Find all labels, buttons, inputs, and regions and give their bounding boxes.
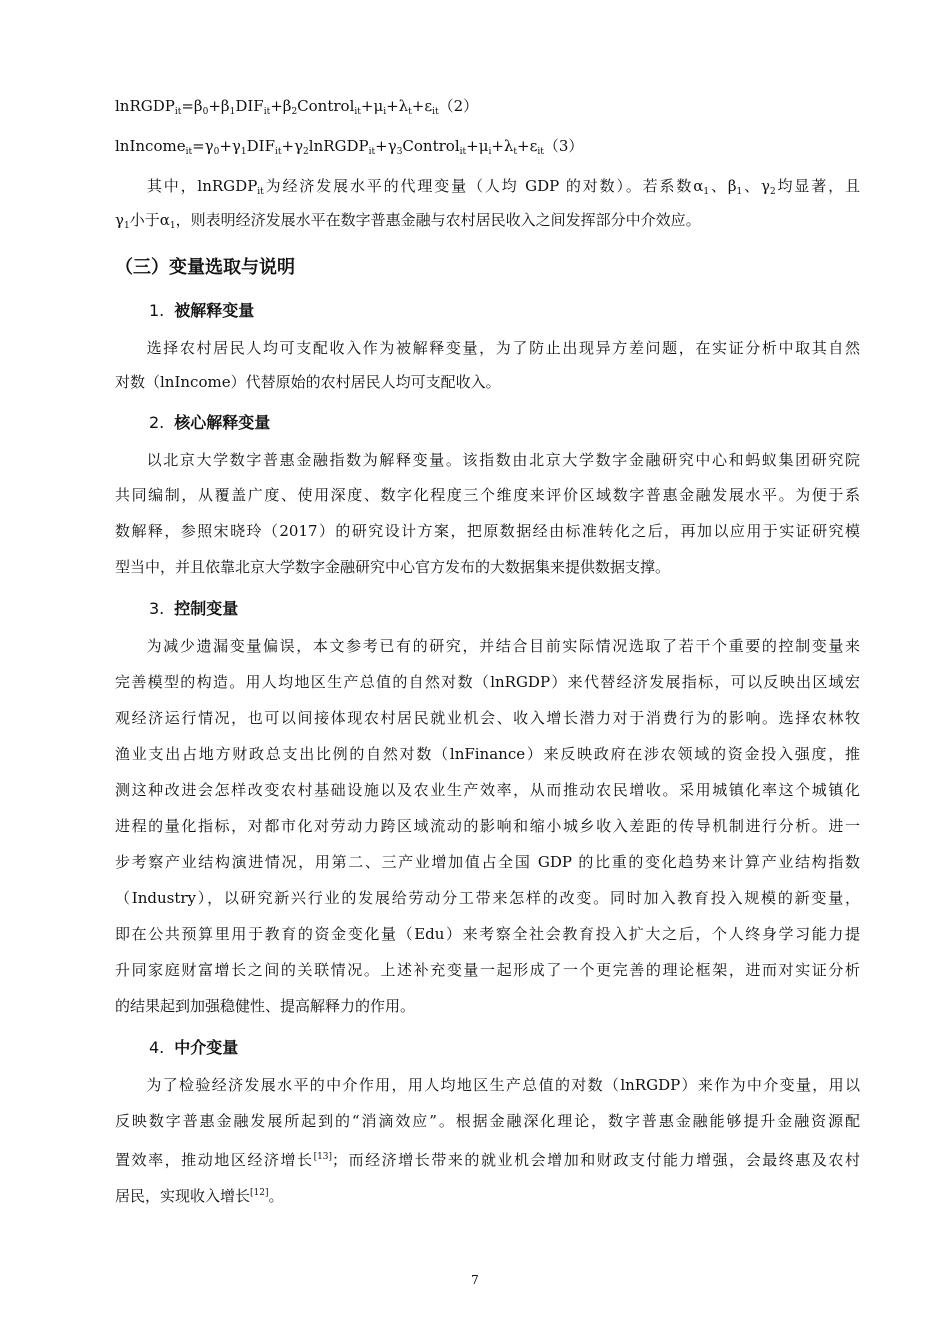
text-run: γ (115, 211, 124, 229)
eq2-sub: it (432, 107, 439, 117)
eq2-sub: 1 (229, 107, 236, 117)
text-run: 反映数字普惠金融发展所起到的“消滴效应”。根据金融深化理论，数字普惠金融能够提升金融资源配 (115, 1112, 860, 1130)
subscript: 1 (169, 221, 176, 231)
subscript: 1 (123, 221, 130, 231)
paragraph-line (115, 960, 860, 980)
eq2-term: +β (208, 97, 230, 115)
eq2-term: DIF (235, 97, 264, 115)
text-run: 对数（lnIncome）代替原始的农村居民人均可支配收入。 (115, 373, 501, 391)
paragraph-line (115, 672, 860, 692)
subsection-number: 3. (149, 599, 165, 618)
eq3-term: +γ (375, 137, 397, 155)
paragraph-line (115, 1183, 860, 1206)
eq3-term: +μ (466, 137, 489, 155)
paragraph-line (115, 924, 860, 944)
text-run: 步考察产业结构演进情况，用第二、三产业增加值占全国 GDP 的比重的变化趋势来计算产业结构指数 (115, 853, 860, 871)
text-run: 、γ (742, 177, 770, 195)
eq2-sub: it (354, 107, 361, 117)
eq2-term: +β (270, 97, 292, 115)
paragraph-line (115, 338, 860, 358)
eq3-lhs-sub: it (185, 147, 193, 157)
subsection-heading-2 (149, 410, 270, 433)
eq3-sub: it (368, 147, 376, 157)
eq3-term: =γ (192, 137, 214, 155)
eq3-sub: 3 (396, 147, 403, 157)
subsection-title: 中介变量 (174, 1038, 239, 1057)
eq3-term: lnRGDP (308, 137, 369, 155)
text-run: 均显著，且 (775, 177, 860, 195)
explain-line-1 (115, 176, 860, 202)
text-run: 测这种改进会怎样改变农村基础设施以及农业生产效率，从而推动农民增收。采用城镇化率这个城镇化 (115, 781, 860, 799)
text-run: 完善模型的构造。用人均地区生产总值的自然对数（lnRGDP）来代替经济发展指标，可以反映出区域宏 (115, 673, 860, 691)
page-number: 7 (471, 1273, 479, 1287)
subsection-number: 4. (149, 1038, 165, 1057)
text-run: 的结果起到加强稳健性、提高解释力的作用。 (115, 997, 416, 1015)
eq3-tag: （3） (543, 137, 584, 155)
eq3-term: DIF (246, 137, 275, 155)
section-heading: （三）变量选取与说明 (115, 257, 295, 278)
text-run: 以北京大学数字普惠金融指数为解释变量。该指数由北京大学数字金融研究中心和蚂蚁集团研究院 (145, 451, 860, 469)
paragraph-line (115, 372, 860, 392)
paragraph-line (115, 708, 860, 728)
eq3-sub: it (459, 147, 467, 157)
paragraph-line (115, 816, 860, 836)
eq2-term: +ε (411, 97, 433, 115)
eq2-sub: 2 (291, 107, 298, 117)
eq2-term: +μ (360, 97, 384, 115)
eq2-sub: t (408, 107, 412, 117)
subscript: 1 (703, 187, 710, 197)
paragraph-line (115, 636, 860, 656)
eq3-sub: t (513, 147, 518, 157)
subscript: 1 (736, 187, 743, 197)
eq3-term: +ε (517, 137, 538, 155)
text-run: 为经济发展水平的代理变量（人均 GDP 的对数）。若系数α (263, 177, 704, 195)
text-run: 。 (268, 1187, 284, 1205)
subsection-title: 被解释变量 (174, 301, 255, 320)
eq2-lhs: lnRGDP (115, 97, 175, 115)
paragraph-line (115, 557, 860, 577)
text-run: （Industry），以研究新兴行业的发展给劳动分工带来怎样的改变。同时加入教育投入规模的新变量， (115, 889, 860, 907)
eq3-sub: it (537, 147, 544, 157)
subsection-heading-3 (149, 596, 238, 619)
paragraph-line (115, 1075, 860, 1095)
text-run: 居民，实现收入增长 (115, 1187, 251, 1205)
subsection-number: 2. (149, 413, 165, 432)
subsection-number: 1. (149, 301, 165, 320)
text-run: 观经济运行情况，也可以间接体现农村居民就业机会、收入增长潜力对于消费行为的影响。选择农林牧 (115, 709, 860, 727)
eq3-sub: i (488, 147, 492, 157)
paragraph-line (115, 996, 860, 1016)
text-run: 数解释，参照宋晓玲（2017）的研究设计方案，把原数据经由标准转化之后，再加以应用于实证研究模 (115, 522, 860, 540)
citation-ref[interactable]: [12] (250, 1188, 269, 1198)
paragraph-line (115, 888, 860, 908)
eq3-sub: 2 (303, 147, 309, 157)
text-run: 渔业支出占地方财政总支出比例的自然对数（lnFinance）来反映政府在涉农领域的资金投入强度，推 (115, 745, 860, 763)
text-run: 即在公共预算里用于教育的资金变化量（Edu）来考察全社会教育投入扩大之后，个人终身学习能力提 (115, 925, 860, 943)
paragraph-line (115, 450, 860, 470)
text-run: 共同编制，从覆盖广度、使用深度、数字化程度三个维度来评价区域数字普惠金融发展水平。为便于系 (115, 486, 860, 504)
explain-line-2 (115, 210, 860, 236)
eq3-term: Control (402, 137, 460, 155)
eq2-sub: it (263, 107, 271, 117)
eq3-term: +λ (491, 137, 514, 155)
text-run: ，则表明经济发展水平在数字普惠金融与农村居民收入之间发挥部分中介效应。 (175, 211, 701, 229)
text-run: ；而经济增长带来的就业机会增加和财政支付能力增强，会最终惠及农村 (332, 1151, 860, 1169)
eq2-lhs-sub: it (174, 107, 182, 117)
equation-3 (115, 136, 860, 162)
paragraph-line (115, 485, 860, 505)
paragraph-line (115, 744, 860, 764)
eq3-term: +γ (219, 137, 241, 155)
eq2-term: Control (297, 97, 355, 115)
eq3-sub: 1 (240, 147, 247, 157)
eq2-term: =β (181, 97, 203, 115)
eq3-lhs: lnIncome (115, 137, 186, 155)
eq3-sub: 0 (213, 147, 220, 157)
eq2-term: +λ (386, 97, 409, 115)
eq3-term: +γ (281, 137, 304, 155)
paragraph-line (115, 852, 860, 872)
paragraph-line (115, 521, 860, 541)
subscript: 2 (769, 187, 776, 197)
text-run: 、β (709, 177, 737, 195)
paragraph-line (115, 1147, 860, 1170)
subsection-heading-4 (149, 1035, 238, 1058)
paragraph-line (115, 1111, 860, 1131)
text-run: 为了检验经济发展水平的中介作用，用人均地区生产总值的对数（lnRGDP）来作为中介变量，用以 (145, 1076, 860, 1094)
eq3-sub: it (275, 147, 282, 157)
citation-ref[interactable]: [13] (313, 1152, 333, 1162)
eq2-sub: i (383, 107, 387, 117)
paragraph-line (115, 780, 860, 800)
text-run: 其中，lnRGDP (145, 177, 258, 195)
text-run: 型当中，并且依靠北京大学数字金融研究中心官方发布的大数据集来提供数据支撑。 (115, 558, 671, 576)
text-run: 升同家庭财富增长之间的关联情况。上述补充变量一起形成了一个更完善的理论框架，进而对实证分析 (115, 961, 860, 979)
eq2-tag: （2） (438, 97, 479, 115)
subsection-heading-1 (149, 298, 254, 321)
subsection-title: 控制变量 (174, 599, 239, 618)
subscript: it (257, 187, 264, 197)
equation-2 (115, 96, 860, 122)
text-run: 进程的量化指标，对都市化对劳动力跨区域流动的影响和缩小城乡收入差距的传导机制进行分析。进一 (115, 817, 860, 835)
text-run: 小于α (129, 211, 170, 229)
subsection-title: 核心解释变量 (174, 413, 271, 432)
text-run: 为减少遗漏变量偏误，本文参考已有的研究，并结合目前实际情况选取了若干个重要的控制变量来 (145, 637, 860, 655)
text-run: 选择农村居民人均可支配收入作为被解释变量，为了防止出现异方差问题，在实证分析中取其自然 (145, 339, 860, 357)
eq2-sub: 0 (202, 107, 209, 117)
text-run: 置效率，推动地区经济增长 (115, 1151, 314, 1169)
